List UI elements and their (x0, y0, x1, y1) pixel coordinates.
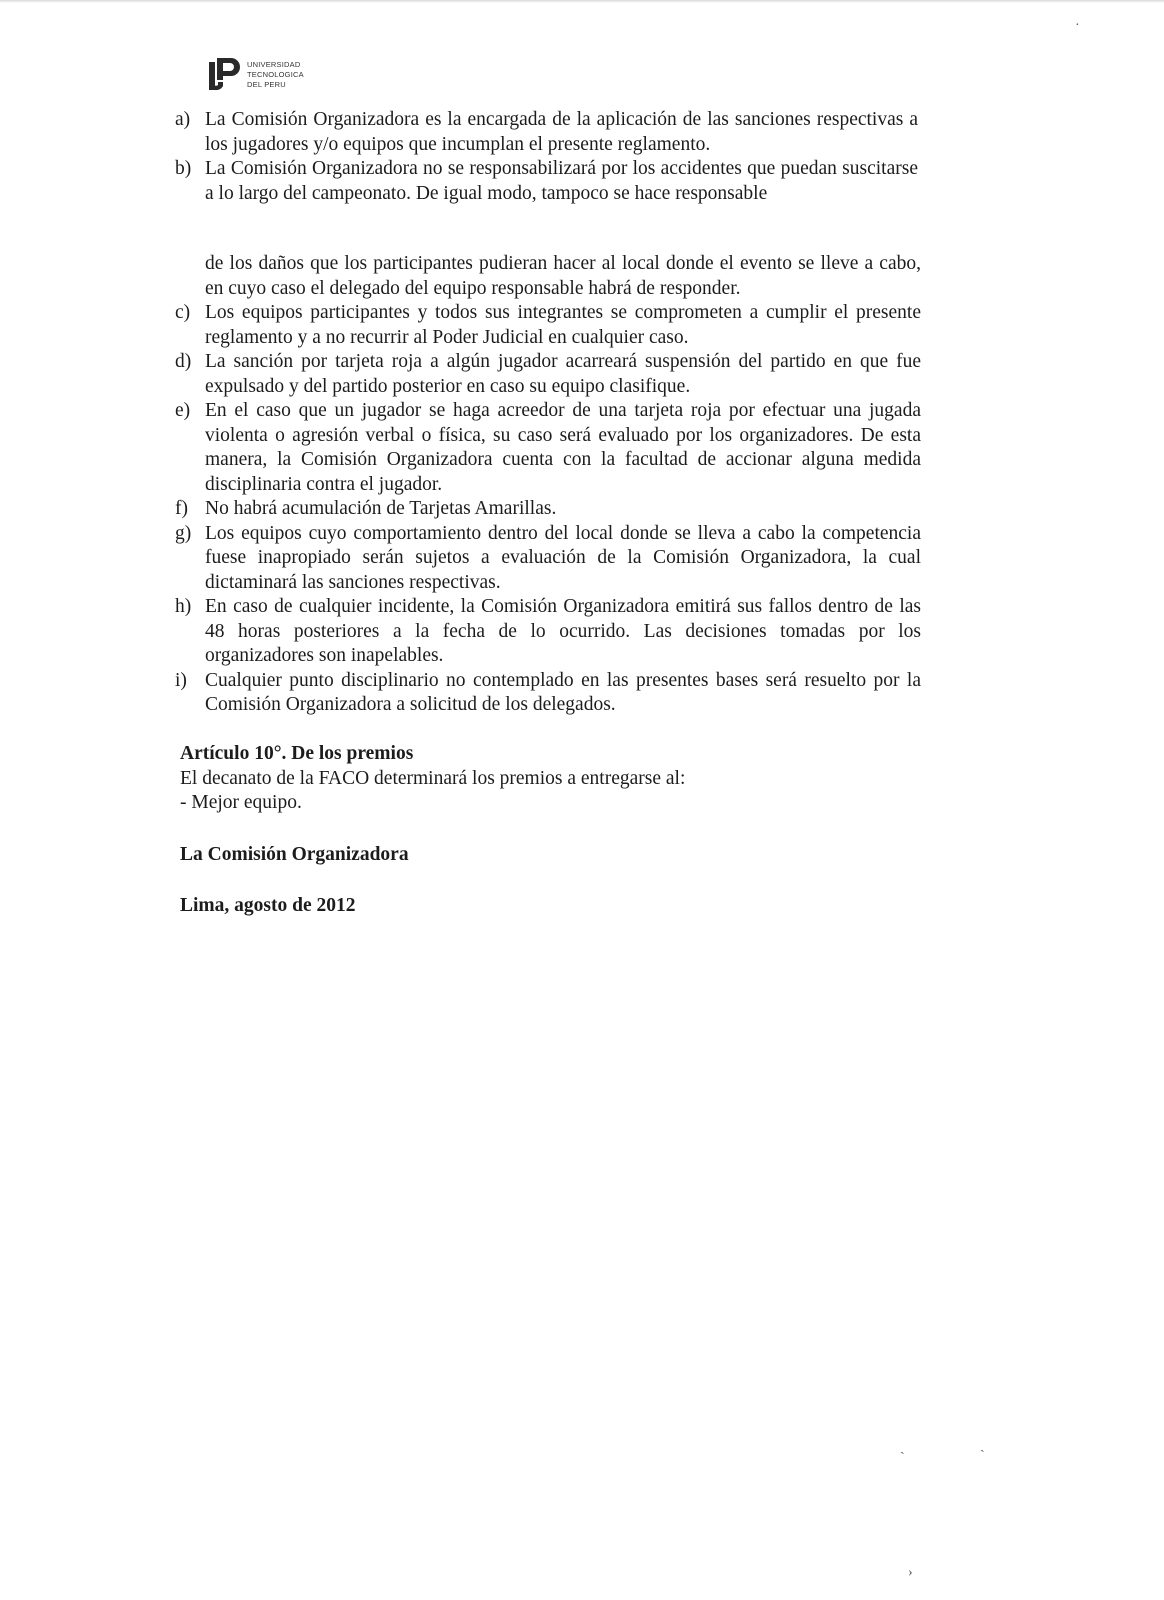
item-label: g) (175, 522, 192, 544)
item-text: Los equipos cuyo comportamiento dentro del local donde se lleva a cabo la competencia fuese inapropiado serán sujetos a evaluación de la Comisión Organizadora, la cual dictaminará las sanciones respectivas. (205, 522, 921, 593)
utp-logo-icon (207, 56, 243, 96)
article-text: El decanato de la FACO determinará los premios a entregarse al: (180, 767, 686, 789)
article-section (180, 742, 880, 816)
date-line: Lima, agosto de 2012 (180, 895, 356, 916)
item-label: d) (175, 351, 192, 372)
scan-edge (0, 0, 1164, 3)
list-item (175, 669, 921, 718)
university-logo (207, 52, 347, 98)
list-item (175, 350, 921, 399)
scan-speck: ˏ (980, 1438, 985, 1453)
sanctions-list-bottom (175, 252, 921, 718)
logo-line: DEL PERU (247, 80, 286, 89)
sanctions-list-top (175, 108, 918, 206)
scan-speck: · (1075, 18, 1080, 33)
item-label: a) (175, 109, 191, 130)
item-text: En el caso que un jugador se haga acreedor de una tarjeta roja por efectuar una jugada violenta o agresión verbal o física, su caso será evaluado por los organizadores. De esta manera, la Comisión Organizadora cuenta con la facultad de accionar alguna medida disciplinaria contra el jugador. (205, 400, 921, 495)
item-label: f) (175, 498, 188, 519)
item-text: La Comisión Organizadora no se responsabilizará por los accidentes que puedan suscitarse a lo largo del campeonato. De igual modo, tampoco se hace responsable (205, 158, 918, 204)
scan-speck: ˎ (900, 1440, 905, 1455)
item-text: En caso de cualquier incidente, la Comisión Organizadora emitirá sus fallos dentro de las 48 horas posteriores a la fecha de lo ocurrido. Las decisiones tomadas por los organizadores son inapelables. (205, 596, 921, 666)
article-text: - Mejor equipo. (180, 792, 302, 813)
list-item (175, 399, 921, 497)
item-label: e) (175, 400, 191, 421)
item-label: b) (175, 158, 192, 179)
article-heading: Artículo 10°. De los premios (180, 743, 414, 764)
item-text: No habrá acumulación de Tarjetas Amarillas. (205, 498, 557, 519)
logo-text (247, 60, 304, 90)
item-text: La sanción por tarjeta roja a algún jugador acarreará suspensión del partido en que fue expulsado y del partido posterior en caso su equipo clasifique. (205, 351, 921, 397)
scan-speck: › (908, 1565, 913, 1580)
item-text: La Comisión Organizadora es la encargada de la aplicación de las sanciones respectivas a los jugadores y/o equipos que incumplan el presente reglamento. (205, 109, 918, 155)
list-item (175, 108, 918, 157)
item-label: i) (175, 669, 187, 691)
list-item (175, 522, 921, 596)
item-label: h) (175, 596, 192, 617)
item-text: Cualquier punto disciplinario no contemplado en las presentes bases será resuelto por la Comisión Organizadora a solicitud de los delegados. (205, 669, 921, 715)
list-item (175, 497, 921, 522)
continuation-text: de los daños que los participantes pudieran hacer al local donde el evento se lleve a cabo, en cuyo caso el delegado del equipo responsable habrá de responder. (205, 253, 921, 299)
list-item (175, 301, 921, 350)
item-text: Los equipos participantes y todos sus integrantes se comprometen a cumplir el presente reglamento y a no recurrir al Poder Judicial en cualquier caso. (205, 302, 921, 348)
item-label: c) (175, 302, 191, 323)
list-item (175, 595, 921, 669)
logo-line: UNIVERSIDAD (247, 60, 301, 69)
logo-line: TECNOLOGICA (247, 70, 304, 79)
list-item (175, 157, 918, 206)
signature: La Comisión Organizadora (180, 844, 409, 865)
